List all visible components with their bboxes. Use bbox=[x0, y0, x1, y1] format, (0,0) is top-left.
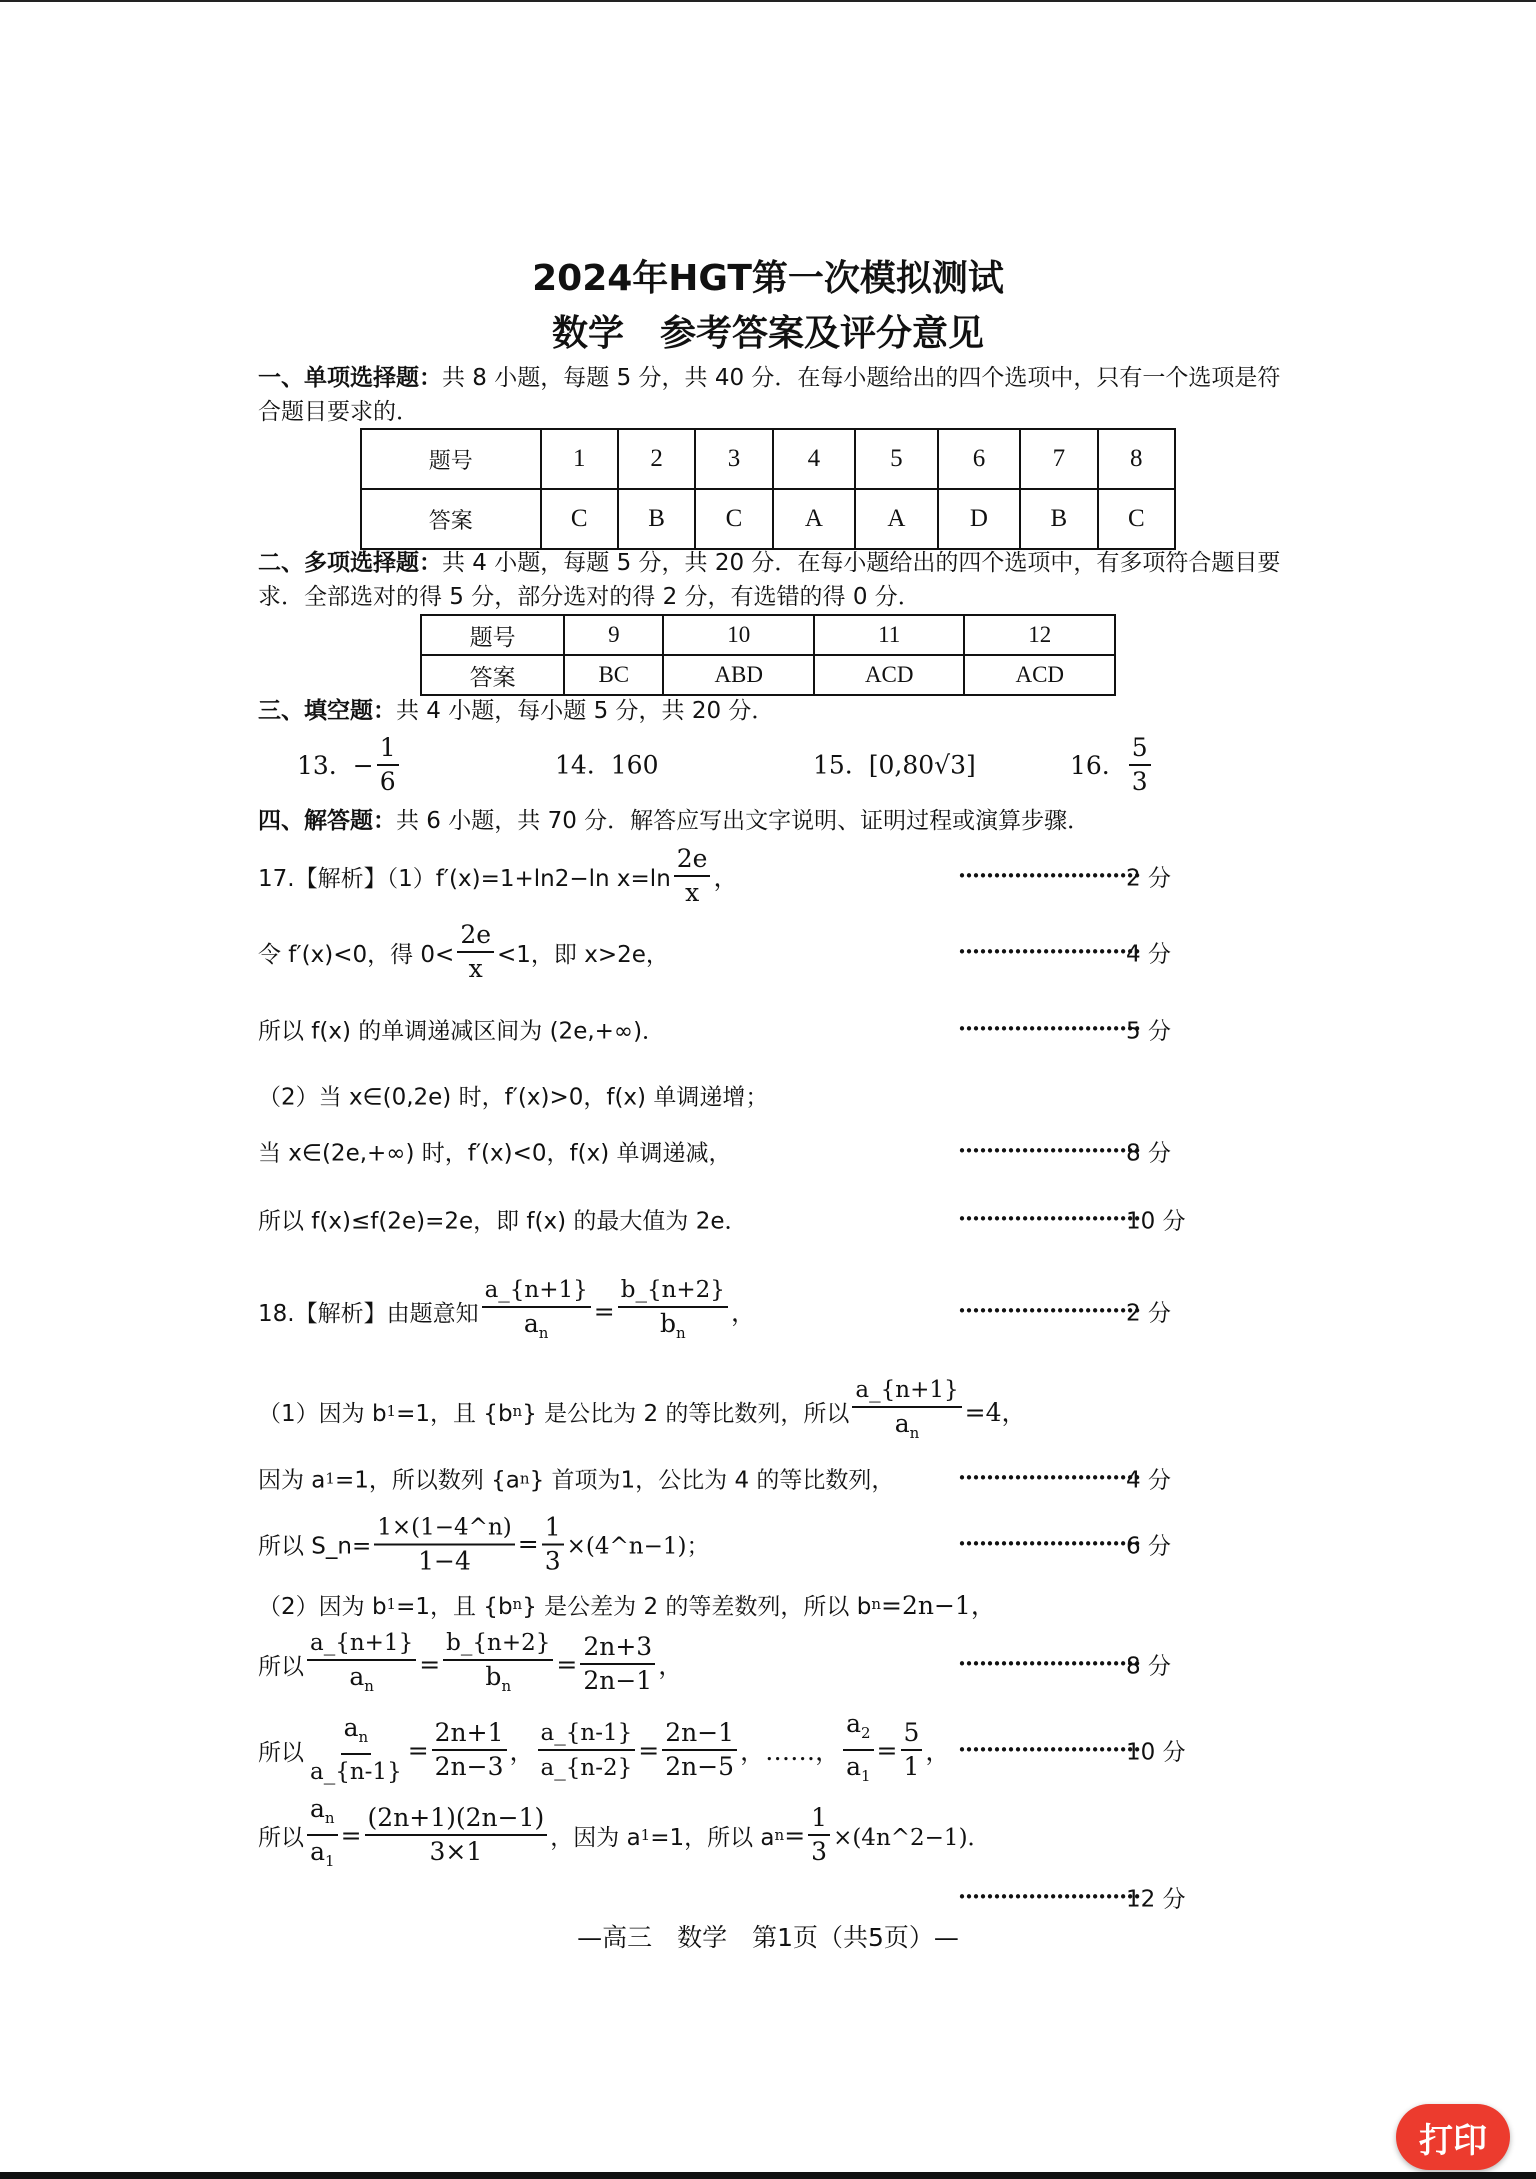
subscript: 1 bbox=[386, 1595, 397, 1613]
solution-line bbox=[258, 1511, 709, 1578]
subscript: n bbox=[676, 1324, 686, 1342]
answer-cell: B bbox=[618, 489, 695, 549]
subscript: 1 bbox=[386, 1402, 397, 1420]
text-run: =1，所以 a bbox=[650, 1824, 775, 1851]
solution-line bbox=[258, 1462, 894, 1495]
numerator bbox=[808, 1802, 830, 1836]
solution-line bbox=[258, 1586, 996, 1622]
score-value: 10 分 bbox=[1126, 1208, 1186, 1235]
subscript: n bbox=[871, 1595, 882, 1613]
section-text: 共 6 小题，共 70 分．解答应写出文字说明、证明过程或演算步骤． bbox=[396, 808, 1091, 834]
blank-number: 13. bbox=[297, 750, 337, 780]
question-number-row bbox=[361, 429, 1175, 489]
numerator bbox=[457, 919, 494, 953]
score-value: 12 分 bbox=[1126, 1886, 1186, 1913]
fraction bbox=[307, 1793, 338, 1877]
denominator bbox=[843, 1751, 873, 1792]
score-marker bbox=[958, 1462, 1171, 1495]
document-subtitle: 数学 参考答案及评分意见 bbox=[551, 313, 984, 354]
score-marker bbox=[958, 1135, 1171, 1168]
text-run: 2n+3 bbox=[583, 1632, 653, 1661]
score-marker bbox=[958, 1013, 1171, 1046]
numerator bbox=[852, 1373, 961, 1408]
fraction bbox=[432, 1717, 507, 1783]
denominator bbox=[1129, 766, 1151, 798]
section-text: 共 8 小题，每题 5 分，共 40 分．在每小题给出的四个选项中，只有一个选项是符合题目要求的． bbox=[258, 365, 1281, 425]
text-run: a bbox=[343, 1713, 359, 1742]
text-run: = bbox=[517, 1529, 539, 1559]
text-run: = bbox=[876, 1735, 898, 1765]
score-value: 10 分 bbox=[1126, 1739, 1186, 1766]
text-run: ， bbox=[713, 863, 739, 892]
text-run: − bbox=[352, 750, 374, 780]
blank-number: 16. bbox=[1070, 750, 1110, 780]
denominator bbox=[466, 953, 486, 985]
text-run: ，因为 a bbox=[550, 1824, 641, 1851]
denominator bbox=[346, 1661, 377, 1702]
fraction bbox=[843, 1708, 873, 1792]
leader-dots: ·························· bbox=[958, 1883, 1141, 1911]
leader-dots: ·························· bbox=[958, 1464, 1141, 1492]
subscript: n bbox=[358, 1728, 369, 1746]
leader-dots: ·························· bbox=[958, 1015, 1141, 1043]
text-run: b bbox=[660, 1309, 677, 1338]
score-marker bbox=[958, 1528, 1171, 1561]
answer-cell: D bbox=[938, 489, 1021, 549]
score-marker bbox=[958, 1648, 1171, 1681]
text-run: x bbox=[468, 954, 483, 983]
math-text: 1×(1−4^n) bbox=[377, 1514, 512, 1541]
numerator bbox=[365, 1802, 548, 1836]
solution-line bbox=[258, 1135, 732, 1168]
multi-choice-answer-table bbox=[420, 614, 1116, 696]
section-heading: 三、填空题： bbox=[258, 698, 396, 724]
text-run: 2n−5 bbox=[665, 1752, 735, 1781]
solution-line bbox=[258, 1626, 683, 1702]
denominator bbox=[307, 1836, 337, 1877]
numerator bbox=[580, 1631, 655, 1665]
score-marker bbox=[958, 860, 1171, 893]
fraction bbox=[662, 1717, 737, 1783]
denominator bbox=[307, 1755, 405, 1788]
leader-dots: ·························· bbox=[958, 1530, 1141, 1558]
numerator bbox=[307, 1793, 338, 1836]
score-value: 2 分 bbox=[1126, 1300, 1171, 1327]
fraction bbox=[852, 1373, 961, 1449]
text-run: 因为 a bbox=[258, 1467, 326, 1494]
text-run: 160 bbox=[610, 750, 659, 780]
denominator bbox=[682, 877, 702, 909]
text-run: } 是公比为 2 的等比数列，所以 bbox=[522, 1400, 850, 1427]
text-run: 1 bbox=[379, 733, 396, 762]
section-4-instructions bbox=[258, 804, 1288, 838]
subscript: n bbox=[512, 1402, 523, 1420]
score-marker bbox=[958, 936, 1171, 969]
answer-cell: C bbox=[541, 489, 618, 549]
question-number-cell: 5 bbox=[855, 429, 938, 489]
numerator bbox=[1129, 732, 1151, 766]
text-run: ，……， bbox=[740, 1737, 841, 1766]
fraction bbox=[443, 1626, 553, 1702]
solution-line bbox=[258, 1708, 950, 1792]
answer-row bbox=[361, 489, 1175, 549]
single-choice-answer-table bbox=[360, 428, 1176, 550]
math-text: a_{n+1} bbox=[310, 1630, 414, 1656]
text-run: 所以 f(x) 的单调递减区间为 (2e,+∞)． bbox=[258, 1018, 666, 1045]
print-button[interactable]: 打印 bbox=[1396, 2104, 1510, 2170]
question-number-cell: 9 bbox=[564, 615, 663, 655]
text-run: ， bbox=[658, 1651, 684, 1680]
denominator bbox=[662, 1751, 737, 1783]
section-heading: 二、多项选择题： bbox=[258, 550, 442, 576]
text-run: 1 bbox=[544, 1512, 561, 1541]
denominator bbox=[542, 1545, 564, 1577]
denominator bbox=[521, 1308, 552, 1349]
denominator bbox=[415, 1546, 474, 1578]
math-text: ×(4n^2−1)． bbox=[833, 1824, 991, 1851]
text-run: = bbox=[638, 1735, 660, 1765]
text-run: x bbox=[685, 878, 700, 907]
fraction bbox=[307, 1712, 405, 1788]
text-run: 3 bbox=[811, 1837, 828, 1866]
fraction bbox=[482, 1273, 591, 1349]
text-run: a bbox=[846, 1709, 861, 1738]
answer-cell: C bbox=[1098, 489, 1175, 549]
fraction bbox=[808, 1802, 830, 1868]
fraction bbox=[457, 919, 494, 985]
text-run: a bbox=[523, 1309, 539, 1338]
score-value: 8 分 bbox=[1126, 1140, 1171, 1167]
question-number-cell: 4 bbox=[773, 429, 856, 489]
subscript: n bbox=[324, 1809, 335, 1827]
denominator bbox=[482, 1661, 514, 1702]
text-run: （1）因为 b bbox=[258, 1400, 387, 1427]
text-run: 1−4 bbox=[418, 1546, 471, 1576]
text-run: [0,80√3] bbox=[868, 750, 976, 780]
blank-number: 14. bbox=[555, 750, 595, 780]
fraction bbox=[542, 1511, 564, 1577]
document-title: 2024年HGT第一次模拟测试 bbox=[532, 258, 1004, 299]
text-run: } 首项为1，公比为 4 的等比数列， bbox=[529, 1467, 895, 1494]
score-value: 5 分 bbox=[1126, 1018, 1171, 1045]
text-run: 所以 bbox=[258, 1739, 304, 1766]
fraction bbox=[901, 1717, 923, 1783]
leader-dots: ·························· bbox=[958, 1736, 1141, 1764]
blank-answer bbox=[555, 751, 658, 780]
bottom-bar bbox=[0, 2172, 1536, 2179]
numerator bbox=[432, 1717, 507, 1751]
numerator bbox=[542, 1511, 564, 1545]
text-run: 3 bbox=[544, 1546, 561, 1575]
score-value: 8 分 bbox=[1126, 1653, 1171, 1680]
fraction bbox=[307, 1626, 416, 1702]
section-text: 共 4 小题，每小题 5 分，共 20 分． bbox=[396, 698, 775, 724]
subscript: n bbox=[538, 1324, 549, 1342]
text-run: = bbox=[419, 1649, 441, 1679]
solution-line bbox=[258, 843, 738, 909]
section-3-instructions bbox=[258, 694, 1288, 728]
section-text: 共 4 小题，每题 5 分，共 20 分．在每小题给出的四个选项中，有多项符合题目要求．全部选对的得 5 分，部分选对的得 2 分，有选错的得 0 分． bbox=[258, 550, 1281, 610]
top-border bbox=[0, 0, 1536, 2]
solution-line bbox=[258, 1793, 991, 1877]
denominator bbox=[427, 1836, 486, 1868]
subscript: 1 bbox=[324, 1852, 335, 1870]
blank-answer bbox=[813, 751, 976, 780]
text-run: 所以 f(x)≤f(2e)=2e，即 f(x) 的最大值为 2e． bbox=[258, 1208, 748, 1235]
math-text: b_{n+2} bbox=[620, 1277, 725, 1303]
answer-row bbox=[421, 655, 1115, 695]
text-run: =2n−1， bbox=[881, 1591, 996, 1620]
text-run: 1 bbox=[811, 1803, 828, 1832]
denominator bbox=[901, 1751, 923, 1783]
question-number-row bbox=[421, 615, 1115, 655]
subscript: n bbox=[512, 1595, 523, 1613]
score-marker bbox=[958, 1734, 1186, 1767]
section-1-instructions bbox=[258, 361, 1288, 429]
text-run: 6 bbox=[379, 767, 396, 796]
text-run: = bbox=[593, 1296, 615, 1326]
text-run: a bbox=[310, 1794, 325, 1823]
fraction bbox=[618, 1273, 728, 1349]
text-run: 2n+1 bbox=[434, 1718, 504, 1747]
subscript: 1 bbox=[640, 1826, 651, 1844]
question-number-cell: 1 bbox=[541, 429, 618, 489]
text-run: = bbox=[407, 1735, 429, 1765]
numerator bbox=[374, 1511, 514, 1546]
row-header: 答案 bbox=[361, 489, 541, 549]
score-value: 6 分 bbox=[1126, 1533, 1171, 1560]
text-run: } 是公差为 2 的等差数列，所以 b bbox=[522, 1593, 872, 1620]
numerator bbox=[482, 1273, 591, 1308]
section-heading: 四、解答题： bbox=[258, 808, 396, 834]
question-number-cell: 2 bbox=[618, 429, 695, 489]
text-run: =1，所以数列 {a bbox=[334, 1467, 520, 1494]
leader-dots: ·························· bbox=[958, 1297, 1141, 1325]
score-value: 4 分 bbox=[1126, 1467, 1171, 1494]
score-marker bbox=[958, 1295, 1171, 1328]
question-number-cell: 3 bbox=[695, 429, 772, 489]
text-run: b bbox=[485, 1662, 502, 1691]
numerator bbox=[662, 1717, 737, 1751]
numerator bbox=[307, 1626, 416, 1661]
section-2-instructions bbox=[258, 546, 1288, 614]
numerator bbox=[618, 1273, 728, 1308]
solution-line bbox=[258, 1273, 756, 1349]
score-value: 4 分 bbox=[1126, 941, 1171, 968]
answer-cell: A bbox=[773, 489, 856, 549]
text-run: (2n+1)(2n−1) bbox=[367, 1803, 545, 1832]
text-run: =1，且 {b bbox=[396, 1400, 513, 1427]
text-run: 17.【解析】（1）f′(x)=1+ln2−ln x=ln bbox=[258, 865, 671, 892]
subscript: 2 bbox=[861, 1724, 871, 1742]
score-marker bbox=[958, 1881, 1186, 1914]
fraction bbox=[538, 1716, 636, 1784]
text-run: 所以 bbox=[258, 1653, 304, 1680]
text-run: = bbox=[784, 1820, 806, 1850]
row-header: 题号 bbox=[361, 429, 541, 489]
question-number-cell: 12 bbox=[964, 615, 1115, 655]
math-text: ×(4^n−1)； bbox=[566, 1533, 710, 1560]
answer-cell: ABD bbox=[663, 655, 814, 695]
subscript: 1 bbox=[861, 1767, 871, 1785]
text-run: =4， bbox=[964, 1398, 1027, 1427]
answer-cell: C bbox=[695, 489, 772, 549]
subscript: n bbox=[364, 1677, 374, 1695]
question-number-cell: 10 bbox=[663, 615, 814, 655]
numerator bbox=[843, 1708, 873, 1751]
text-run: a bbox=[894, 1409, 910, 1438]
leader-dots: ·························· bbox=[958, 1137, 1141, 1165]
solution-line bbox=[258, 1203, 748, 1236]
solution-line bbox=[258, 1013, 665, 1046]
denominator bbox=[892, 1408, 923, 1449]
text-run: 2e bbox=[460, 920, 492, 949]
score-marker bbox=[958, 1203, 1186, 1236]
solution-line bbox=[258, 919, 669, 985]
answer-cell: B bbox=[1020, 489, 1097, 549]
math-text: a_{n+1} bbox=[855, 1377, 959, 1403]
question-number-cell: 8 bbox=[1098, 429, 1175, 489]
score-value: 2 分 bbox=[1126, 865, 1171, 892]
answer-cell: A bbox=[855, 489, 938, 549]
denominator bbox=[432, 1751, 507, 1783]
numerator bbox=[901, 1717, 923, 1751]
math-text: a_{n-1} bbox=[540, 1720, 633, 1746]
text-run: 18.【解析】由题意知 bbox=[258, 1300, 479, 1327]
text-run: = bbox=[340, 1820, 362, 1850]
solution-line bbox=[258, 1373, 1026, 1449]
subscript: n bbox=[909, 1424, 920, 1442]
text-run: ， bbox=[925, 1737, 951, 1766]
denominator bbox=[538, 1751, 636, 1784]
solution-line bbox=[258, 1079, 768, 1112]
text-run: 5 bbox=[903, 1718, 920, 1747]
fraction bbox=[374, 1511, 514, 1578]
text-run: ， bbox=[509, 1737, 535, 1766]
text-run: 2n−1 bbox=[583, 1666, 653, 1695]
leader-dots: ·························· bbox=[958, 862, 1141, 890]
denominator bbox=[377, 766, 399, 798]
text-run: =1，且 {b bbox=[396, 1593, 513, 1620]
question-number-cell: 11 bbox=[814, 615, 965, 655]
answer-cell: ACD bbox=[964, 655, 1115, 695]
text-run: 1 bbox=[903, 1752, 920, 1781]
denominator bbox=[657, 1308, 689, 1349]
answer-cell: BC bbox=[564, 655, 663, 695]
row-header: 题号 bbox=[421, 615, 564, 655]
subscript: n bbox=[774, 1826, 785, 1844]
denominator bbox=[580, 1665, 655, 1697]
question-number-cell: 7 bbox=[1020, 429, 1097, 489]
leader-dots: ·························· bbox=[958, 938, 1141, 966]
math-text: a_{n-2} bbox=[540, 1755, 633, 1781]
answer-cell: ACD bbox=[814, 655, 965, 695]
subscript: n bbox=[501, 1677, 512, 1695]
fraction bbox=[365, 1802, 548, 1868]
question-number-cell: 6 bbox=[938, 429, 1021, 489]
text-run: 5 bbox=[1131, 733, 1148, 762]
text-run: a bbox=[310, 1837, 325, 1866]
text-run: a bbox=[349, 1662, 365, 1691]
numerator bbox=[538, 1716, 636, 1751]
text-run: 2n−1 bbox=[665, 1718, 735, 1747]
blank-answer bbox=[1070, 732, 1154, 798]
text-run: 令 f′(x)<0，得 0< bbox=[258, 941, 455, 968]
math-text: a_{n-1} bbox=[310, 1759, 402, 1785]
math-text: 所以 S_n= bbox=[258, 1533, 372, 1560]
numerator bbox=[674, 843, 711, 877]
row-header: 答案 bbox=[421, 655, 564, 695]
text-run: 3 bbox=[1131, 767, 1148, 796]
text-run: 2e bbox=[676, 844, 708, 873]
fraction bbox=[580, 1631, 655, 1697]
numerator bbox=[377, 732, 399, 766]
text-run: ， bbox=[730, 1298, 756, 1327]
denominator bbox=[808, 1836, 830, 1868]
blank-answer bbox=[297, 732, 402, 798]
text-run: （2）当 x∈(0,2e) 时，f′(x)>0，f(x) 单调递增； bbox=[258, 1084, 769, 1111]
numerator bbox=[443, 1626, 553, 1661]
text-run: （2）因为 b bbox=[258, 1593, 387, 1620]
fraction bbox=[674, 843, 711, 909]
fraction bbox=[377, 732, 399, 798]
leader-dots: ·························· bbox=[958, 1650, 1141, 1678]
math-text: b_{n+2} bbox=[446, 1630, 551, 1656]
text-run: a bbox=[846, 1752, 861, 1781]
math-text: a_{n+1} bbox=[484, 1277, 588, 1303]
leader-dots: ·························· bbox=[958, 1205, 1141, 1233]
text-run: 当 x∈(2e,+∞) 时，f′(x)<0，f(x) 单调递减， bbox=[258, 1140, 732, 1167]
text-run: 所以 bbox=[258, 1824, 304, 1851]
fraction bbox=[1129, 732, 1151, 798]
section-heading: 一、单项选择题： bbox=[258, 365, 442, 391]
subscript: 1 bbox=[325, 1469, 335, 1487]
numerator bbox=[341, 1712, 372, 1755]
text-run: 2n−3 bbox=[434, 1752, 504, 1781]
page-footer: —高三 数学 第1页（共5页）— bbox=[577, 1923, 959, 1952]
text-run: = bbox=[556, 1649, 578, 1679]
blank-number: 15. bbox=[813, 750, 853, 780]
text-run: 3×1 bbox=[429, 1837, 483, 1866]
text-run: <1，即 x>2e， bbox=[497, 941, 669, 968]
subscript: n bbox=[519, 1469, 530, 1487]
